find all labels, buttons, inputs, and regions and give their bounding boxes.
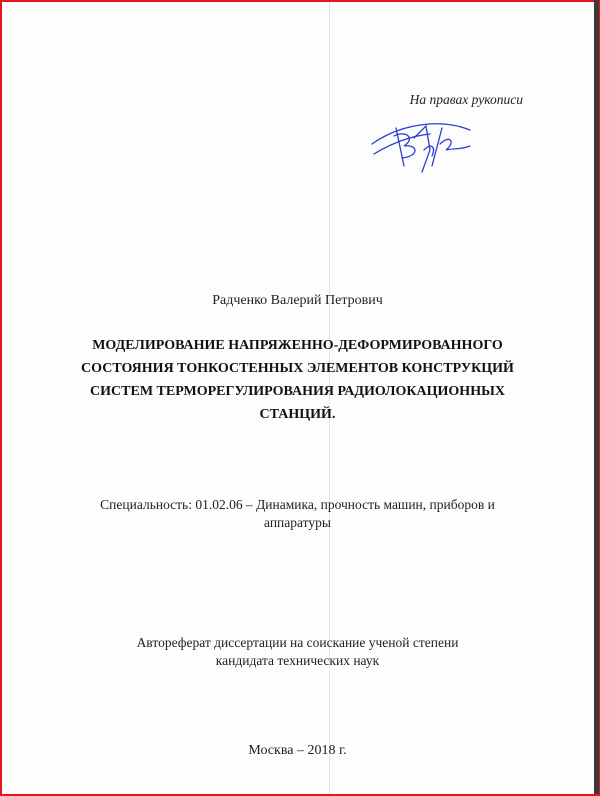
dissertation-title (2, 334, 593, 426)
rights-note: На правах рукописи (409, 92, 523, 107)
specialty-line: аппаратуры (264, 515, 331, 530)
title-line: СИСТЕМ ТЕРМОРЕГУЛИРОВАНИЯ РАДИОЛОКАЦИОННЫХ (90, 384, 505, 399)
specialty (2, 496, 593, 532)
city-year: Москва – 2018 г. (248, 743, 347, 758)
abstract-line: кандидата технических наук (215, 653, 380, 668)
document-page (2, 2, 593, 794)
right-edge-strip (594, 0, 600, 794)
abstract-note (2, 634, 593, 670)
signature-icon (370, 114, 480, 176)
author-name: Радченко Валерий Петрович (212, 293, 383, 308)
title-line: СТАНЦИЙ. (259, 407, 336, 422)
title-line: МОДЕЛИРОВАНИЕ НАПРЯЖЕННО-ДЕФОРМИРОВАННОГО (92, 338, 503, 353)
specialty-line: Специальность: 01.02.06 – Динамика, прочность машин, приборов и (100, 497, 495, 512)
title-line: СОСТОЯНИЯ ТОНКОСТЕННЫХ ЭЛЕМЕНТОВ КОНСТРУКЦИЙ (81, 361, 514, 376)
abstract-line: Автореферат диссертации на соискание ученой степени (136, 635, 459, 650)
